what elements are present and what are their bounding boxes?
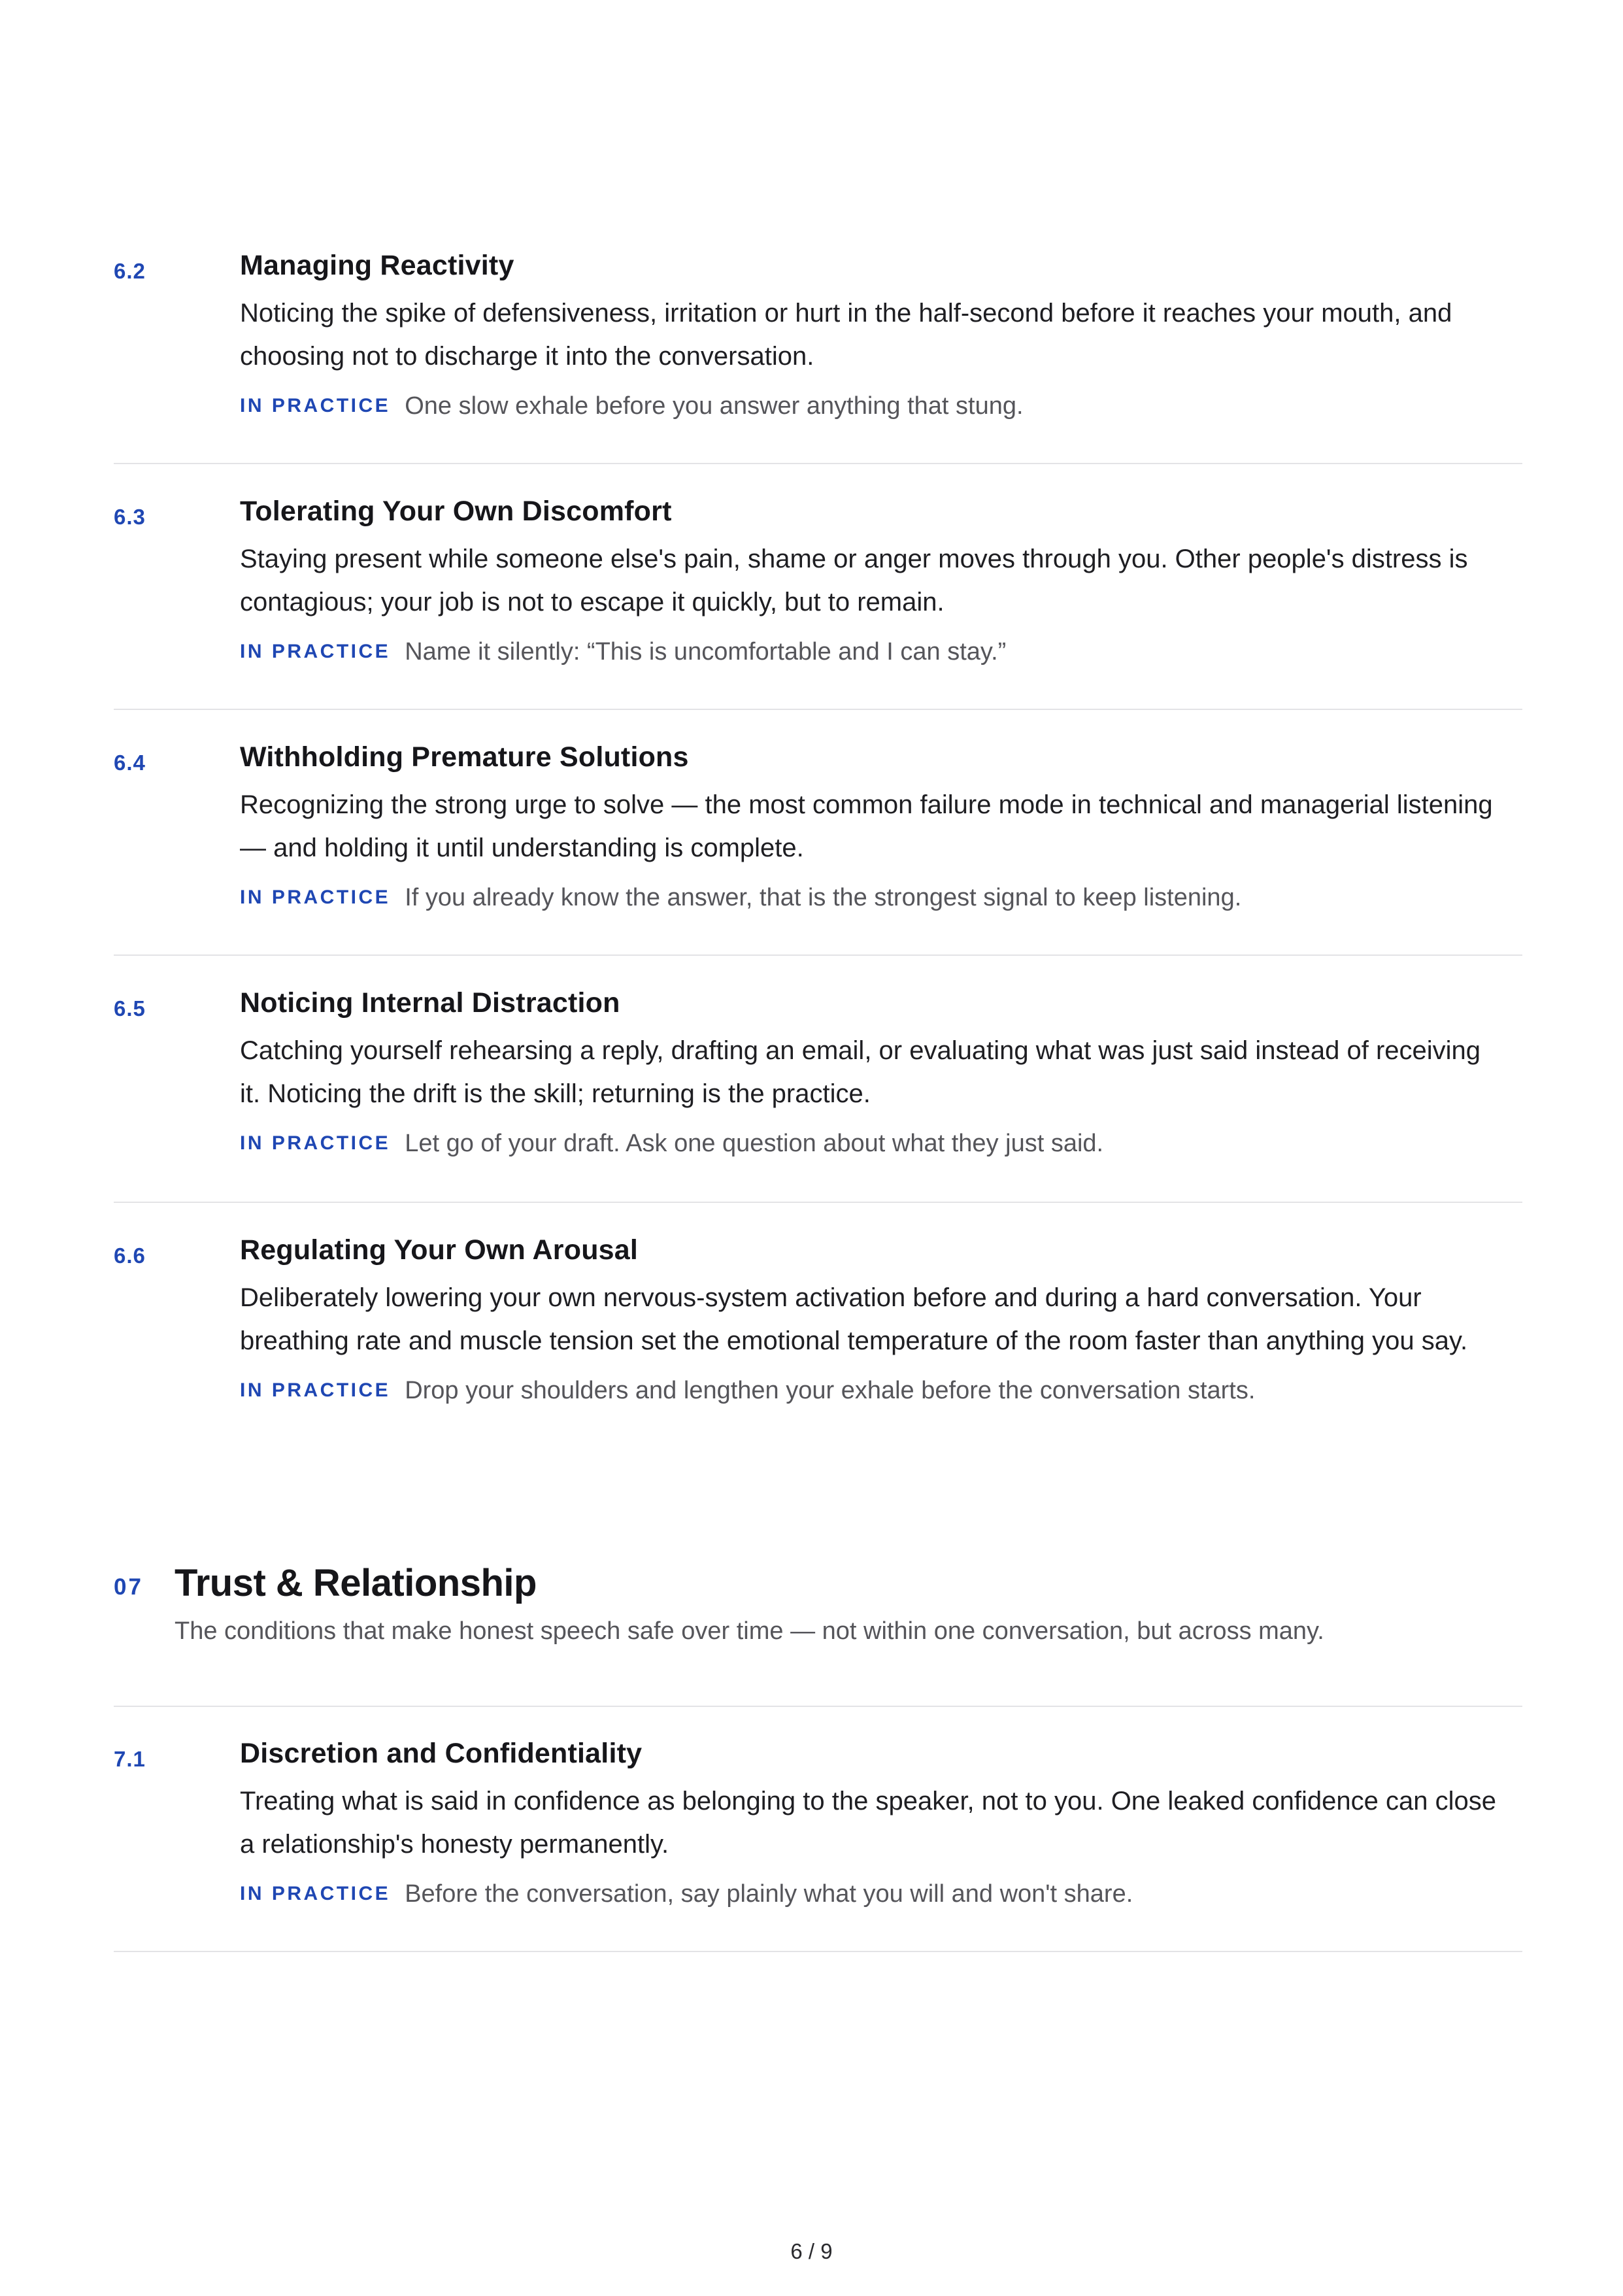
- section-subtitle: The conditions that make honest speech safe over time — not within one conversation, but across many.: [175, 1617, 1324, 1645]
- item-description: Staying present while someone else's pain, shame or anger moves through you. Other people's distress is contagious; your job is not to escape it quickly, but to remain.: [240, 545, 1468, 616]
- in-practice-label: IN PRACTICE: [240, 1883, 391, 1904]
- in-practice-label: IN PRACTICE: [240, 1132, 391, 1154]
- item-description: Treating what is said in confidence as belonging to the speaker, not to you. One leaked confidence can close a relationship's honesty permanently.: [240, 1787, 1496, 1859]
- in-practice-note: [240, 633, 1508, 671]
- item-description: Deliberately lowering your own nervous-system activation before and during a hard conversation. Your breathing rate and muscle tension set the emotional temperature of the room faster than anything you say.: [240, 1283, 1468, 1355]
- item-number: 6.2: [114, 259, 146, 283]
- in-practice-note: [240, 879, 1508, 917]
- in-practice-note: [240, 387, 1508, 425]
- in-practice-text: One slow exhale before you answer anything that stung.: [405, 392, 1024, 420]
- section-number: 07: [114, 1574, 143, 1600]
- item-number: 6.4: [114, 751, 146, 775]
- divider: [114, 954, 1522, 956]
- item-title: Noticing Internal Distraction: [240, 987, 620, 1019]
- in-practice-note: [240, 1372, 1508, 1410]
- in-practice-note: [240, 1875, 1508, 1913]
- in-practice-text: Before the conversation, say plainly what you will and won't share.: [405, 1880, 1133, 1908]
- item-title: Discretion and Confidentiality: [240, 1738, 643, 1769]
- divider: [114, 463, 1522, 464]
- in-practice-label: IN PRACTICE: [240, 886, 391, 908]
- in-practice-label: IN PRACTICE: [240, 1379, 391, 1401]
- in-practice-note: [240, 1124, 1508, 1162]
- section-title: Trust & Relationship: [175, 1562, 537, 1604]
- divider: [114, 1951, 1522, 1952]
- in-practice-text: Let go of your draft. Ask one question about what they just said.: [405, 1130, 1104, 1157]
- item-number: 7.1: [114, 1747, 146, 1771]
- in-practice-label: IN PRACTICE: [240, 395, 391, 416]
- item-title: Withholding Premature Solutions: [240, 741, 689, 773]
- item-number: 6.5: [114, 996, 146, 1021]
- page-number: 6 / 9: [790, 2239, 833, 2263]
- item-description: Recognizing the strong urge to solve — the most common failure mode in technical and managerial listening — and holding it until understanding is complete.: [240, 790, 1493, 862]
- item-title: Tolerating Your Own Discomfort: [240, 496, 672, 527]
- item-number: 6.6: [114, 1243, 146, 1268]
- divider: [114, 1706, 1522, 1707]
- item-description: Catching yourself rehearsing a reply, drafting an email, or evaluating what was just said instead of receiving it. Noticing the drift is the skill; returning is the practice.: [240, 1036, 1481, 1108]
- in-practice-label: IN PRACTICE: [240, 641, 391, 662]
- divider: [114, 709, 1522, 710]
- in-practice-text: If you already know the answer, that is the strongest signal to keep listening.: [405, 884, 1242, 911]
- divider: [114, 1202, 1522, 1203]
- item-description: Noticing the spike of defensiveness, irritation or hurt in the half-second before it reaches your mouth, and choosing not to discharge it into the conversation.: [240, 299, 1452, 371]
- item-title: Managing Reactivity: [240, 250, 514, 281]
- in-practice-text: Drop your shoulders and lengthen your exhale before the conversation starts.: [405, 1377, 1256, 1404]
- item-title: Regulating Your Own Arousal: [240, 1234, 639, 1266]
- item-number: 6.3: [114, 505, 146, 529]
- in-practice-text: Name it silently: “This is uncomfortable and I can stay.”: [405, 638, 1007, 666]
